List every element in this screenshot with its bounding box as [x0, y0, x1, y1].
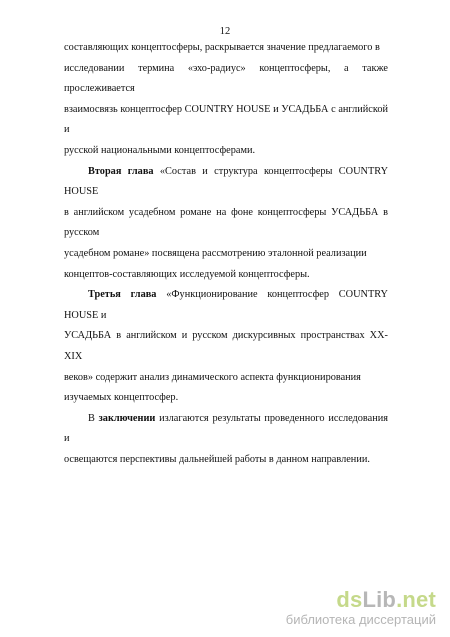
text-line: русской национальными концептосферами.	[64, 144, 256, 156]
text-line: изучаемых концептосфер.	[64, 392, 179, 404]
watermark-subtitle: библиотека диссертаций	[285, 612, 436, 627]
text-line: концептов-составляющих исследуемой концептосферы.	[64, 268, 310, 280]
text-line: взаимосвязь концептосфер COUNTRY HOUSE и УСАДЬБА с английской и	[64, 103, 388, 136]
text-line: УСАДЬБА в английском и русском дискурсивных пространствах XX-XIX	[64, 330, 388, 362]
text-line: составляющих концептосферы, раскрывается значение предлагаемого в	[64, 42, 380, 53]
paragraph-chapter-three	[64, 285, 388, 409]
text-line: освещаются перспективы дальнейшей работы в данном направлении.	[64, 453, 370, 465]
text-fragment: В	[88, 412, 99, 424]
paragraph-intro-continued	[64, 38, 388, 162]
paragraph-conclusion	[64, 409, 388, 471]
dslib-watermark[interactable]	[286, 588, 436, 627]
logo-lib: Lib	[362, 587, 397, 612]
text-line: веков» содержит анализ динамического аспекта функционирования	[64, 371, 361, 383]
chapter-two-heading: Вторая глава	[88, 165, 154, 177]
dslib-logo	[286, 588, 436, 612]
chapter-three-heading: Третья глава	[88, 289, 157, 301]
text-line: «Функционирование концептосфер COUNTRY HOUSE и	[64, 289, 388, 321]
paragraph-chapter-two	[64, 162, 388, 286]
text-line: исследовании термина «эхо-радиус» концептосферы, а также прослеживается	[64, 62, 388, 95]
text-line: излагаются результаты проведенного исследования и	[64, 412, 388, 445]
logo-ds: ds	[336, 587, 363, 612]
conclusion-heading: заключении	[98, 412, 156, 424]
logo-net: .net	[396, 587, 436, 612]
text-line: «Состав и структура концептосферы COUNTRY HOUSE	[64, 165, 389, 198]
page-number: 12	[219, 26, 231, 37]
text-line: усадебном романе» посвящена рассмотрению эталонной реализации	[64, 247, 367, 259]
document-body	[64, 38, 388, 470]
text-line: в английском усадебном романе на фоне концептосферы УСАДЬБА в русском	[64, 206, 388, 239]
